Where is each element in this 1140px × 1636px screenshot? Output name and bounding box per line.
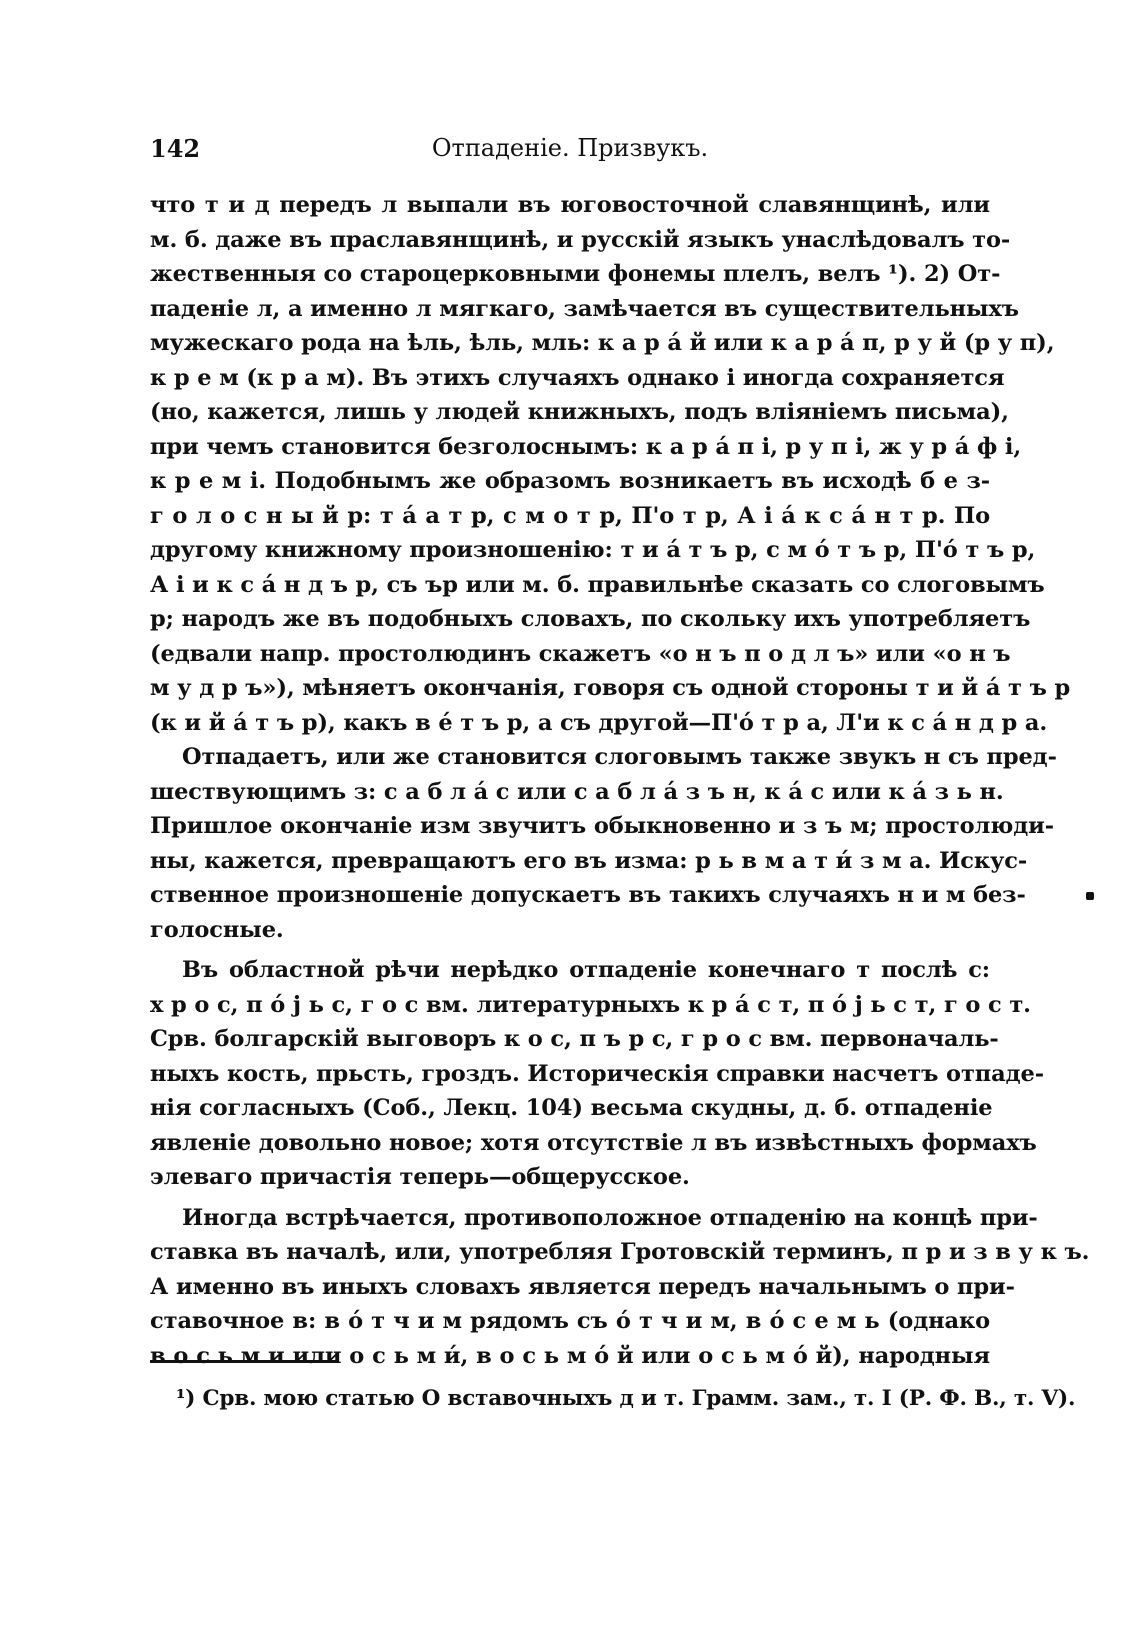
- paragraph-4: [150, 1201, 1090, 1374]
- footnote-rule: [150, 1360, 338, 1363]
- page: [150, 128, 1090, 1373]
- text-line: Въ областной рѣчи нерѣдко отпаденіе конечнаго т послѣ с:: [182, 957, 990, 983]
- running-title: Отпаденіе. Призвукъ.: [431, 134, 709, 162]
- text-line: ственное произношеніе допускаетъ въ такихъ случаяхъ н и м без-: [150, 882, 1026, 908]
- text-line: м. б. даже въ праславянщинѣ, и русскій языкъ унаслѣдовалъ то-: [150, 226, 1011, 253]
- text-line: к р е м і. Подобнымъ же образомъ возникаетъ въ исходѣ б е з-: [150, 468, 990, 494]
- footnote: ¹) Срв. мою статью О вставочныхъ д и т. Грамм. зам., т. I (Р. Ф. В., т. V).: [176, 1386, 1076, 1411]
- text-line: Срв. болгарскій выговоръ к о с, п ъ р с, г р о с вм. первоначаль-: [150, 1026, 999, 1052]
- text-line: что т и д передъ л выпали въ юговосточной славянщинѣ, или: [150, 192, 990, 218]
- text-line: Иногда встрѣчается, противоположное отпаденію на концѣ при-: [182, 1204, 1038, 1231]
- page-header: [150, 128, 990, 170]
- text-line: мужескаго рода на ѣль, ѣль, мль: к а р а́ й или к а р а́ п, р у й (р у п),: [150, 330, 1055, 356]
- text-line: (к и й а́ т ъ р), какъ в е́ т ъ р, а съ другой—П'о́ т р а, Л'и к с а́ н д р а.: [150, 709, 1048, 736]
- text-line: к р е м (к р а м). Въ этихъ случаяхъ однако і иногда сохраняется: [150, 364, 1005, 391]
- paragraph-2: [150, 740, 1057, 947]
- paragraph-1: [150, 188, 1071, 740]
- text-line: жественныя со староцерковными фонемы плелъ, велъ ¹). 2) От-: [150, 261, 1001, 287]
- body-text: [150, 188, 1090, 1373]
- text-line: (едвали напр. простолюдинъ скажетъ «о н ъ п о д л ъ» или «о н ъ: [150, 640, 1011, 667]
- text-line: ставка въ началѣ, или, употребляя Гротовскій терминъ, п р и з в у к ъ.: [150, 1239, 1090, 1265]
- text-line: ны, кажется, превращаютъ его въ изма: р ь в м а т и́ з м а. Искус-: [150, 847, 1028, 874]
- text-line: А именно въ иныхъ словахъ является передъ начальнымъ о при-: [150, 1273, 1015, 1300]
- text-line: р; народъ же въ подобныхъ словахъ, по скольку ихъ употребляетъ: [150, 606, 1031, 632]
- text-line: (но, кажется, лишь у людей книжныхъ, подъ вліяніемъ письма),: [150, 399, 1009, 425]
- margin-mark: [1086, 892, 1094, 900]
- text-line: голосные.: [150, 916, 284, 943]
- text-line: элеваго причастія теперь—общерусское.: [150, 1164, 690, 1190]
- text-line: при чемъ становится безголоснымъ: к а р а́ п і, р у п і, ж у р а́ ф і,: [150, 433, 1022, 460]
- text-line: м у д р ъ»), мѣняетъ окончанія, говоря съ одной стороны т и й а́ т ъ р: [150, 675, 1071, 701]
- text-line: в о с ь м и или о с ь м и́, в о с ь м о́ й или о с ь м о́ й), народныя: [150, 1342, 990, 1369]
- page-number: 142: [150, 134, 201, 163]
- text-line: явленіе довольно новое; хотя отсутствіе л въ извѣстныхъ формахъ: [150, 1129, 1037, 1156]
- text-line: Пришлое окончаніе изм звучитъ обыкновенно и з ъ м; простолюди-: [150, 813, 1054, 839]
- text-line: ставочное в: в о́ т ч и м рядомъ съ о́ т ч и м, в о́ с е м ь (однако: [150, 1308, 990, 1334]
- text-line: нія согласныхъ (Соб., Лекц. 104) весьма скудны, д. б. отпаденіе: [150, 1095, 993, 1121]
- text-line: А і и к с а́ н д ъ р, съ ър или м. б. правильнѣе сказать со слоговымъ: [150, 571, 1045, 598]
- text-line: г о л о с н ы й р: т а́ а т р, с м о т р, П'о т р, А і а́ к с а́ н т р. По: [150, 502, 990, 529]
- text-line: х р о с, п о́ j ь с, г о с вм. литературныхъ к р а́ с т, п о́ j ь с т, г о с т.: [150, 991, 1031, 1018]
- text-line: Отпадаетъ, или же становится слоговымъ также звукъ н съ пред-: [182, 744, 1057, 770]
- text-line: шествующимъ з: с а б л а́ с или с а б л а́ з ъ н, к а́ с или к а́ з ь н.: [150, 778, 1004, 805]
- text-line: другому книжному произношенію: т и а́ т ъ р, с м о́ т ъ р, П'о́ т ъ р,: [150, 537, 1036, 563]
- text-line: паденіе л, а именно л мягкаго, замѣчается въ существительныхъ: [150, 295, 1019, 322]
- paragraph-3: [150, 953, 1044, 1195]
- text-line: ныхъ кость, прьсть, гроздъ. Историческія справки насчетъ отпаде-: [150, 1060, 1044, 1087]
